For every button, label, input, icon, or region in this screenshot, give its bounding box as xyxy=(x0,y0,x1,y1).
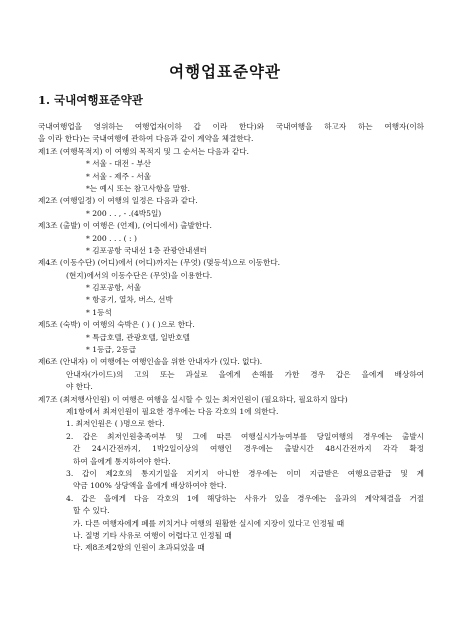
document-title: 여행업표준약관 xyxy=(169,62,281,81)
text-line: * 1등급, 2등급 xyxy=(86,345,137,355)
text-line: 4. 갑은 을에게 다음 각호의 1에 해당하는 사유가 있을 경우에는 을과의 계약체결을 거절 xyxy=(66,493,424,503)
text-line: 제7조 (최저행사인원) 이 여행은 여행을 실시할 수 있는 최저인원이 (필요하다, 필요하지 않다) xyxy=(38,394,348,404)
text-line: 제5조 (숙박) 이 여행의 숙박은 ( ) ( )으로 한다. xyxy=(38,320,195,330)
text-line: 하여 을에게 통지하여야 한다. xyxy=(73,456,171,466)
text-line: * 항공기, 열차, 버스, 선박 xyxy=(86,295,173,305)
text-line: 제3조 (출발) 이 여행은 (언제), (어디에서) 출발한다. xyxy=(38,221,212,231)
text-line: 제1조 (여행목적지) 이 여행의 목적지 및 그 순서는 다음과 같다. xyxy=(38,146,249,156)
text-line: 가. 다른 여행자에게 폐를 끼치거나 여행의 원활한 실시에 지장이 있다고 인정될 때 xyxy=(73,518,345,528)
document-body xyxy=(38,121,424,555)
text-line: * 특급호텔, 관광호텔, 일반호텔 xyxy=(86,332,190,342)
text-line: 야 한다. xyxy=(66,382,93,392)
text-line: *는 예시 또는 참고사항을 말함. xyxy=(86,183,190,193)
text-line: * 서울 - 제주 - 서울 xyxy=(86,171,152,181)
text-line: (현지)에서의 이동수단은 (무엇)을 이용한다. xyxy=(66,270,213,280)
text-line: * 서울 - 대전 - 부산 xyxy=(86,159,152,169)
text-line: 약금 100% 상당액을 을에게 배상하여야 한다. xyxy=(73,481,227,491)
text-line: 제4조 (이동수단) (어디)에서 (어디)까지는 (무엇) (몇등석)으로 이동한다. xyxy=(38,258,281,268)
text-line: * 200 . . . ( : ) xyxy=(86,233,137,243)
text-line: * 김포공항, 서울 xyxy=(86,283,142,293)
text-line: 제2조 (여행일정) 이 여행의 일정은 다음과 같다. xyxy=(38,196,198,206)
text-line: * 1등석 xyxy=(86,307,112,317)
text-line: 간 24시간전까지, 1박2일이상의 여행인 경우에는 출발시간 48시간전까지 각각 확정 xyxy=(73,444,424,454)
text-line: 국내여행업을 영위하는 여행업자(이하 갑 이라 한다)와 국내여행을 하고자 하는 여행자(이하 xyxy=(38,122,424,131)
text-line: 나. 질병 기타 사유로 여행이 어렵다고 인정될 때 xyxy=(73,530,232,540)
text-line: 다. 제8조제2항의 인원이 초과되었을 때 xyxy=(73,543,205,553)
text-line: 안내자(가이드)의 고의 또는 과실로 을에게 손해를 가한 경우 갑은 을에게 배상하여 xyxy=(66,369,424,379)
text-line: 1. 최저인원은 ( )명으로 한다. xyxy=(66,419,165,429)
text-line: 을 이라 한다)는 국내여행에 관하여 다음과 같이 계약을 체결한다. xyxy=(38,134,254,144)
text-line: * 김포공항 국내선 1층 관광안내센터 xyxy=(86,245,207,255)
text-line: 3. 갑이 제2호의 통지기일을 지키지 아니한 경우에는 이미 지급받은 여행요금환급 및 계 xyxy=(66,468,424,478)
text-line: 제1항에서 최저인원이 필요한 경우에는 다음 각호의 1에 의한다. xyxy=(66,406,279,416)
text-line: 제6조 (안내자) 이 여행에는 여행인솔을 위한 안내자가 (있다. 없다). xyxy=(38,357,263,367)
section-heading: 1. 국내여행표준약관 xyxy=(38,93,143,107)
text-line: * 200 . . , - .(4박5일) xyxy=(86,208,162,218)
text-line: 2. 갑은 최저인원충족여부 및 그에 따른 여행실시가능여부를 당일여행의 경우에는 출발시 xyxy=(66,431,424,441)
text-line: 할 수 있다. xyxy=(73,506,110,516)
